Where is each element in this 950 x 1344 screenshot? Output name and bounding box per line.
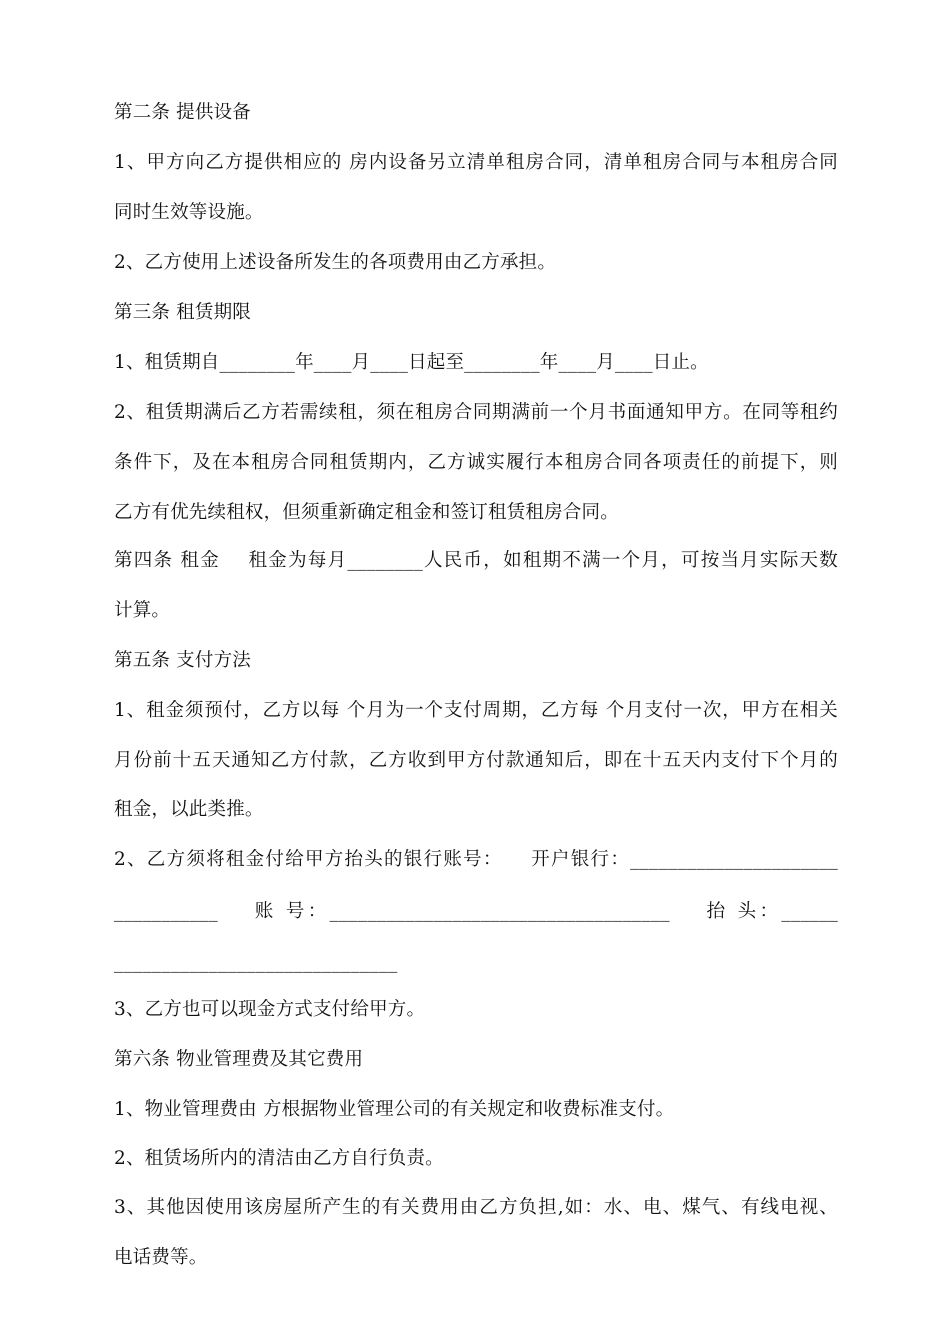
heading-article-2: 第二条 提供设备	[114, 102, 251, 123]
paragraph-line: 条件下，及在本租房合同租赁期内，乙方诚实履行本租房合同各项责任的前提下，则	[114, 452, 838, 473]
paragraph-line: 1、租赁期自________年____月____日起至________年____月____日止。	[114, 352, 709, 373]
paragraph-line: 计算。	[114, 600, 171, 621]
paragraph-line: 2、租赁期满后乙方若需续租，须在租房合同期满前一个月书面通知甲方。在同等租约	[114, 402, 838, 423]
paragraph-line: 电话费等。	[114, 1247, 208, 1268]
paragraph-line: 3、乙方也可以现金方式支付给甲方。	[114, 999, 426, 1020]
heading-article-6: 第六条 物业管理费及其它费用	[114, 1049, 364, 1070]
heading-article-3: 第三条 租赁期限	[114, 302, 251, 323]
paragraph-line: 租金，以此类推。	[114, 799, 264, 820]
paragraph-line: 月份前十五天通知乙方付款，乙方收到甲方付款通知后，即在十五天内支付下个月的	[114, 750, 838, 771]
paragraph-line: 乙方有优先续租权，但须重新确定租金和签订租赁租房合同。	[114, 502, 619, 523]
paragraph-line: 2、乙方使用上述设备所发生的各项费用由乙方承担。	[114, 252, 557, 273]
bank-info-line: ___________ 账 号：____________________________________ 抬 头：______	[114, 901, 838, 922]
paragraph-line: 同时生效等设施。	[114, 202, 264, 223]
paragraph-line: 1、租金须预付，乙方以每 个月为一个支付周期，乙方每 个月支付一次，甲方在相关	[114, 700, 838, 721]
heading-article-5: 第五条 支付方法	[114, 650, 251, 671]
bank-info-line: ______________________________	[114, 952, 398, 973]
paragraph-line: 1、甲方向乙方提供相应的 房内设备另立清单租房合同，清单租房合同与本租房合同	[114, 152, 838, 173]
heading-article-4: 第四条 租金 租金为每月________人民币，如租期不满一个月，可按当月实际天数	[114, 550, 838, 571]
bank-info-line: 2、乙方须将租金付给甲方抬头的银行账号： 开户银行：______________________	[114, 849, 838, 870]
paragraph-line: 2、租赁场所内的清洁由乙方自行负责。	[114, 1148, 444, 1169]
paragraph-line: 3、其他因使用该房屋所产生的有关费用由乙方负担,如：水、电、煤气、有线电视、	[114, 1197, 838, 1218]
paragraph-line: 1、物业管理费由 方根据物业管理公司的有关规定和收费标准支付。	[114, 1099, 675, 1120]
